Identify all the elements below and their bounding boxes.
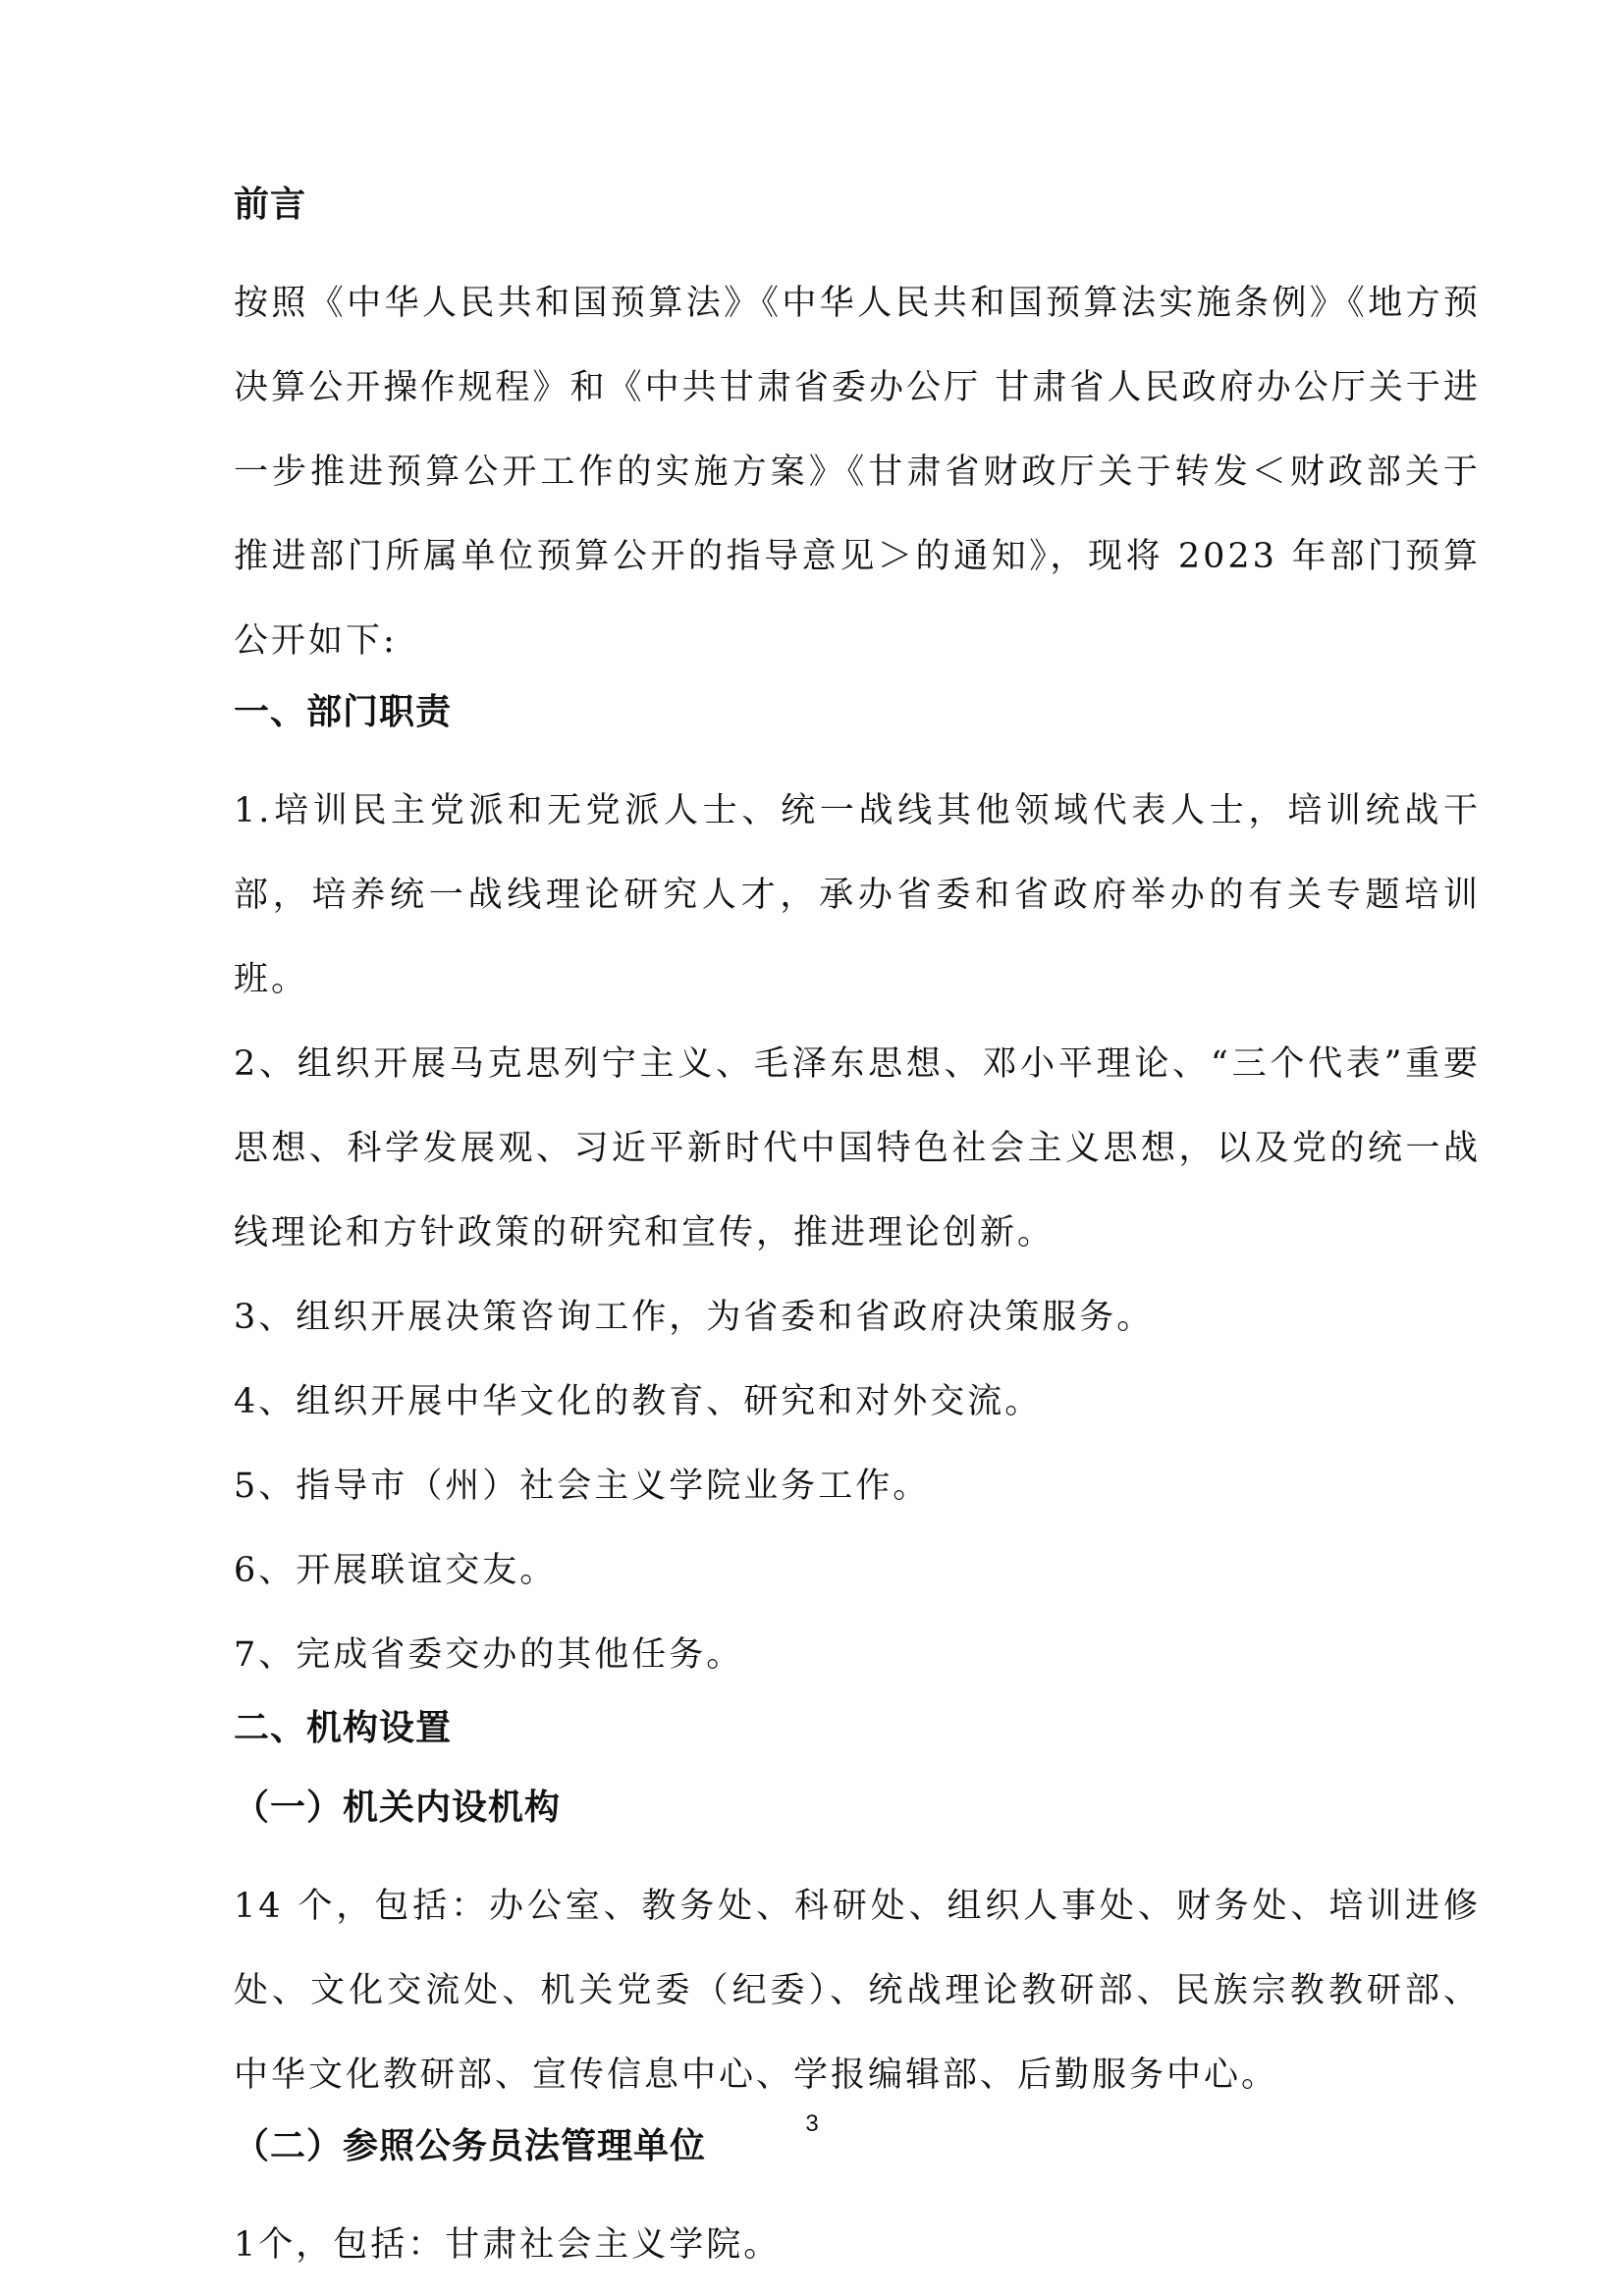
- section2-sub2-heading: （二）参照公务员法管理单位: [234, 2126, 707, 2166]
- preface-heading: 前言: [234, 185, 307, 225]
- duty-item-3: 3、组织开展决策咨询工作，为省委和省政府决策服务。: [234, 1298, 1155, 1337]
- section2-sub2-text: 1个，包括：甘肃社会主义学院。: [234, 2225, 782, 2265]
- duty-item-6: 6、开展联谊交友。: [234, 1551, 558, 1590]
- preface-paragraph: [234, 261, 1481, 683]
- section2-sub1-heading: （一）机关内设机构: [234, 1788, 562, 1828]
- section1-heading: 一、部门职责: [234, 692, 453, 732]
- duty-item-2: 2、组织开展马克思列宁主义、毛泽东思想、邓小平理论、“三个代表”重要思想、科学发展观、习近平新时代中国特色社会主义思想，以及党的统一战线理论和方针政策的研究和宣传，推进理论创新。: [234, 1044, 1481, 1253]
- duty-item-5: 5、指导市（州）社会主义学院业务工作。: [234, 1467, 931, 1506]
- page-content: [234, 182, 1481, 2287]
- preface-text: 按照《中华人民共和国预算法》《中华人民共和国预算法实施条例》《地方预决算公开操作规程》和《中共甘肃省委办公厅 甘肃省人民政府办公厅关于进一步推进预算公开工作的实施方案》《甘肃省财政厅关于转发＜财政部关于推进部门所属单位预算公开的指导意见＞的通知》，现将 2023 年部门预算公开如下:: [234, 284, 1481, 661]
- section2-heading: 二、机构设置: [234, 1708, 453, 1748]
- duty-item-1: 1.培训民主党派和无党派人士、统一战线其他领域代表人士，培训统战干部，培养统一战线理论研究人才，承办省委和省政府举办的有关专题培训班。: [234, 791, 1481, 999]
- duty-item-7: 7、完成省委交办的其他任务。: [234, 1635, 744, 1675]
- page-number: 3: [805, 2110, 819, 2137]
- section2-sub1-text: 14 个，包括：办公室、教务处、科研处、组织人事处、财务处、培训进修处、文化交流处、机关党委（纪委）、统战理论教研部、民族宗教教研部、中华文化教研部、宣传信息中心、学报编辑部、后勤服务中心。: [234, 1887, 1481, 2095]
- duty-item-4: 4、组织开展中华文化的教育、研究和对外交流。: [234, 1382, 1043, 1421]
